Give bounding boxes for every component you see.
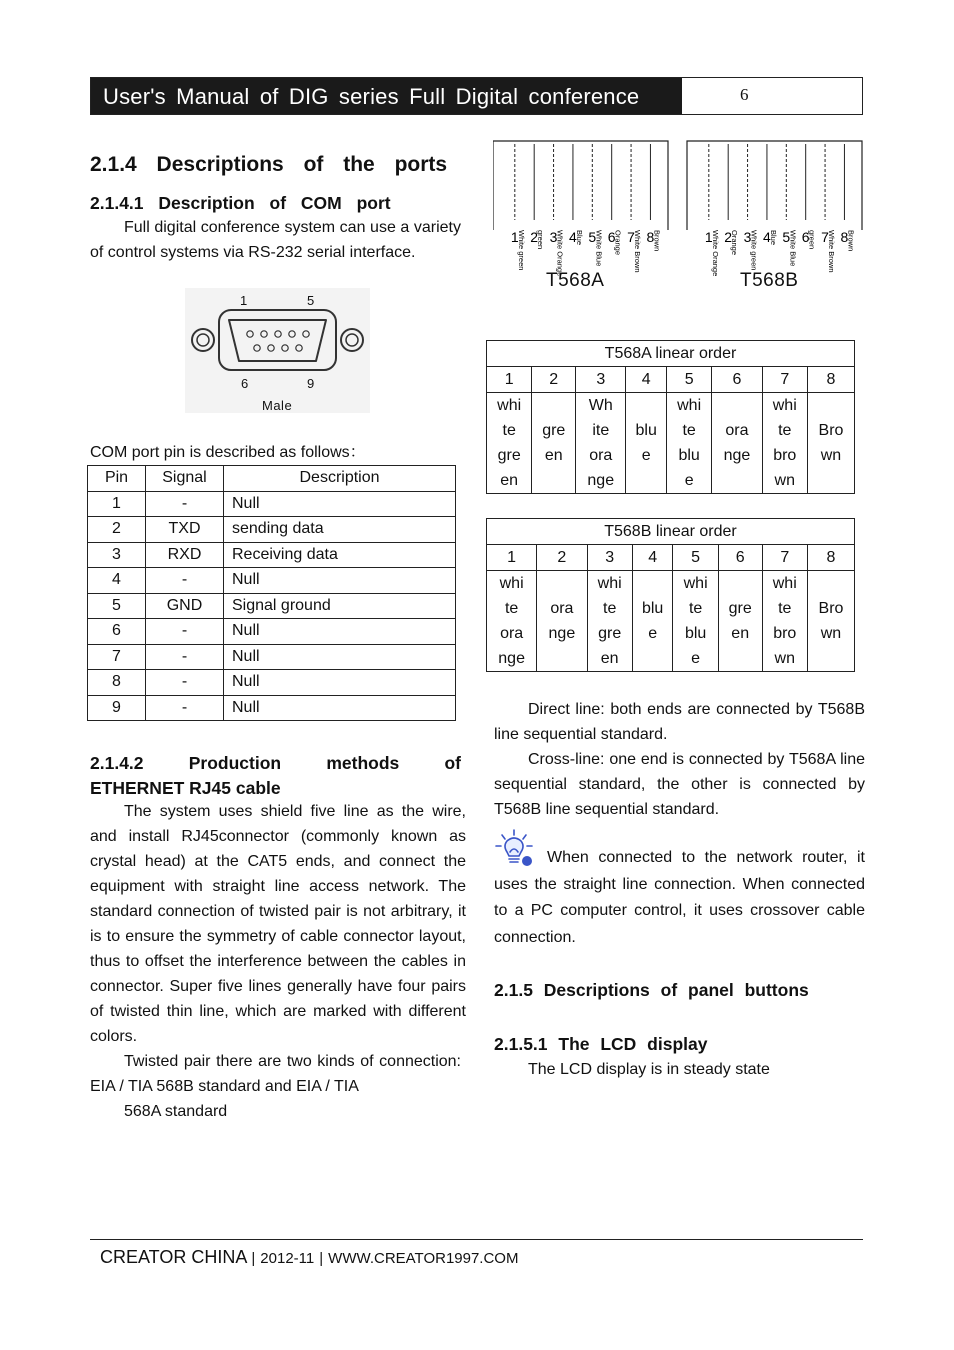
wire-color-label: green <box>536 230 546 250</box>
table-row <box>88 695 456 721</box>
page-header <box>90 77 863 115</box>
pin-cell: 7 <box>88 644 146 670</box>
column-header: 5 <box>666 367 711 393</box>
description-cell: Null <box>224 644 456 670</box>
column-header: 7 <box>762 545 807 571</box>
wire-color-label: White Brown <box>633 230 643 273</box>
footer-separator: | <box>319 1250 324 1267</box>
subsection-heading-rj45-line1: 2.1.4.2 Production methods of <box>90 753 461 773</box>
wire-color-label: Brown <box>846 230 856 252</box>
table-row <box>88 542 456 568</box>
t568b-connector-frame <box>687 141 862 230</box>
wire-pin-number: 2 <box>724 229 732 245</box>
color-cell: blu e <box>632 571 673 672</box>
wire-color-label: White green <box>749 230 759 271</box>
color-cell: ora nge <box>537 571 587 672</box>
column-header: 5 <box>673 545 718 571</box>
color-cell: whi te bro wn <box>762 571 807 672</box>
color-cell: gre en <box>718 571 762 672</box>
pin-label-9: 9 <box>307 376 315 391</box>
signal-cell: TXD <box>146 517 224 543</box>
t568a-order-table <box>486 340 855 494</box>
table-row <box>88 517 456 543</box>
section-heading-2-1-4: 2.1.4 Descriptions of the ports <box>90 153 448 176</box>
signal-cell: - <box>146 644 224 670</box>
color-cell: gre en <box>532 393 576 494</box>
wire-pin-number: 2 <box>530 229 538 245</box>
table-title: T568A linear order <box>487 341 855 367</box>
wire-pin-number: 1 <box>704 229 713 245</box>
wire-pin-number: 8 <box>840 229 849 245</box>
description-cell: Null <box>224 491 456 517</box>
color-cell: ora nge <box>712 393 762 494</box>
subsection-heading-lcd: 2.1.5.1 The LCD display <box>494 1034 708 1054</box>
signal-cell: GND <box>146 593 224 619</box>
color-cell: whi te bro wn <box>762 393 807 494</box>
signal-cell: - <box>146 491 224 517</box>
column-header: 3 <box>587 545 632 571</box>
pin-cell: 8 <box>88 670 146 696</box>
pin-label-1: 1 <box>240 293 248 308</box>
table-row <box>88 644 456 670</box>
pin-cell: 3 <box>88 542 146 568</box>
wire-pin-number: 3 <box>549 229 558 245</box>
wire-pin-number: 8 <box>646 229 655 245</box>
color-cell: Bro wn <box>807 571 854 672</box>
signal-cell: - <box>146 670 224 696</box>
color-cell: whi te blu e <box>673 571 718 672</box>
wire-color-label: Brown <box>652 230 662 252</box>
table-row <box>487 571 855 672</box>
table-row <box>487 393 855 494</box>
wire-pin-number: 5 <box>588 229 597 245</box>
table-row <box>88 568 456 594</box>
column-header: 2 <box>537 545 587 571</box>
column-header: 2 <box>532 367 576 393</box>
page-footer <box>100 1247 518 1268</box>
column-header: 8 <box>807 545 854 571</box>
description-cell: Null <box>224 670 456 696</box>
rj45-wiring-diagram <box>493 140 863 295</box>
db9-connector-icon <box>185 288 370 413</box>
table-header-row <box>487 545 855 571</box>
wire-color-label: White Brown <box>827 230 837 273</box>
wire-pin-number: 6 <box>607 229 616 245</box>
com-table-caption: COM port pin is described as follows： <box>90 444 366 461</box>
pin-cell: 6 <box>88 619 146 645</box>
t568a-connector-frame <box>493 141 668 230</box>
column-header: 6 <box>718 545 762 571</box>
wire-pin-number: 7 <box>627 229 635 245</box>
wire-pin-number: 4 <box>568 229 577 245</box>
wire-color-label: green <box>807 230 817 250</box>
twisted-pair-paragraph: Twisted pair there are two kinds of connection: EIA / TIA 568B standard and EIA / TIA <box>90 1053 461 1095</box>
section-heading-2-1-5: 2.1.5 Descriptions of panel buttons <box>494 980 809 1000</box>
table-title: T568B linear order <box>487 519 855 545</box>
color-cell: whi te blu e <box>666 393 711 494</box>
t568b-label: T568B <box>740 270 799 291</box>
pin-cell: 1 <box>88 491 146 517</box>
pin-label-6: 6 <box>241 376 249 391</box>
color-cell: whi te gre en <box>487 393 532 494</box>
column-header: 4 <box>626 367 667 393</box>
wire-color-label: Orange <box>613 230 623 256</box>
direct-line-text: Direct line: both ends are connected by T568B line sequential standard. <box>494 701 865 743</box>
column-header: Signal <box>146 466 224 492</box>
description-cell: Signal ground <box>224 593 456 619</box>
description-cell: Receiving data <box>224 542 456 568</box>
wire-color-label: White Blue <box>788 230 798 267</box>
wire-color-label: Blue <box>768 230 778 246</box>
footer-website: WWW.CREATOR1997.COM <box>328 1250 519 1267</box>
t568a-label: T568A <box>546 270 605 291</box>
color-cell: Bro wn <box>807 393 854 494</box>
color-cell: whi te ora nge <box>487 571 537 672</box>
wire-pin-number: 7 <box>821 229 829 245</box>
color-cell: whi te gre en <box>587 571 632 672</box>
description-cell: Null <box>224 695 456 721</box>
table-header-row <box>88 466 456 492</box>
wire-color-label: White Orange <box>555 230 565 277</box>
wire-color-label: Orange <box>730 230 740 256</box>
signal-cell: - <box>146 568 224 594</box>
pin-cell: 4 <box>88 568 146 594</box>
table-row <box>88 491 456 517</box>
wire-color-label: White Orange <box>710 230 720 277</box>
description-cell: Null <box>224 568 456 594</box>
cross-line-text: Cross-line: one end is connected by T568A line sequential standard, the other is connected by T568B line sequential standard. <box>494 751 865 818</box>
pin-label-5: 5 <box>307 293 315 308</box>
footer-company: CREATOR CHINA <box>100 1247 247 1267</box>
column-header: Pin <box>88 466 146 492</box>
page-number: 6 <box>740 85 749 104</box>
description-cell: Null <box>224 619 456 645</box>
column-header: 1 <box>487 545 537 571</box>
connector-male-label: Male <box>262 398 293 413</box>
wire-pin-number: 6 <box>801 229 810 245</box>
header-title: User's Manual of DIG series Full Digital conference <box>91 78 682 114</box>
wire-pin-number: 5 <box>782 229 791 245</box>
subsection-heading-rj45-line2: ETHERNET RJ45 cable <box>90 778 281 798</box>
table-row <box>88 670 456 696</box>
wire-color-label: White green <box>516 230 526 271</box>
column-header: 8 <box>807 367 854 393</box>
table-row <box>88 619 456 645</box>
db9-connector-diagram <box>185 288 370 413</box>
column-header: 4 <box>632 545 673 571</box>
footer-date: 2012-11 <box>260 1250 315 1267</box>
pin-cell: 2 <box>88 517 146 543</box>
footer-separator: | <box>251 1250 256 1267</box>
rj45-paragraph: The system uses shield five line as the wire, and install RJ45connector (commonly known as crystal head) at the CAT5 ends, and connect the equipment with straight line access network. The standard connection of twisted pair is not arbitrary, it is to ensure the symmetry of cable connector layout, thus to offset the interference between the cables in connector. Super five lines generally have four pairs of twisted thin line, which are marked with different colors. <box>90 803 466 1045</box>
color-cell: blu e <box>626 393 667 494</box>
column-header: 6 <box>712 367 762 393</box>
subsection-heading-com: 2.1.4.1 Description of COM port <box>90 193 391 213</box>
column-header: Description <box>224 466 456 492</box>
table-row <box>88 593 456 619</box>
signal-cell: - <box>146 619 224 645</box>
column-header: 3 <box>576 367 626 393</box>
wire-pin-number: 4 <box>762 229 771 245</box>
pin-cell: 5 <box>88 593 146 619</box>
t568b-order-table <box>486 518 855 672</box>
column-header: 1 <box>487 367 532 393</box>
com-pin-table <box>87 465 456 721</box>
wire-color-label: White Blue <box>594 230 604 267</box>
tip-text: When connected to the network router, it uses the straight line connection. When connected to a PC computer control, it uses crossover cable connection. <box>494 849 865 946</box>
wire-color-label: Blue <box>574 230 584 246</box>
color-cell: Wh ite ora nge <box>576 393 626 494</box>
description-cell: sending data <box>224 517 456 543</box>
table-header-row <box>487 367 855 393</box>
wire-pin-number: 1 <box>510 229 519 245</box>
wire-pin-number: 3 <box>743 229 752 245</box>
column-header: 7 <box>762 367 807 393</box>
twisted-pair-paragraph-end: 568A standard <box>124 1103 228 1120</box>
footer-divider <box>90 1239 863 1240</box>
pin-cell: 9 <box>88 695 146 721</box>
lcd-text: The LCD display is in steady state <box>528 1061 770 1078</box>
com-intro: Full digital conference system can use a variety of control systems via RS-232 serial interface. <box>90 219 461 261</box>
signal-cell: RXD <box>146 542 224 568</box>
signal-cell: - <box>146 695 224 721</box>
